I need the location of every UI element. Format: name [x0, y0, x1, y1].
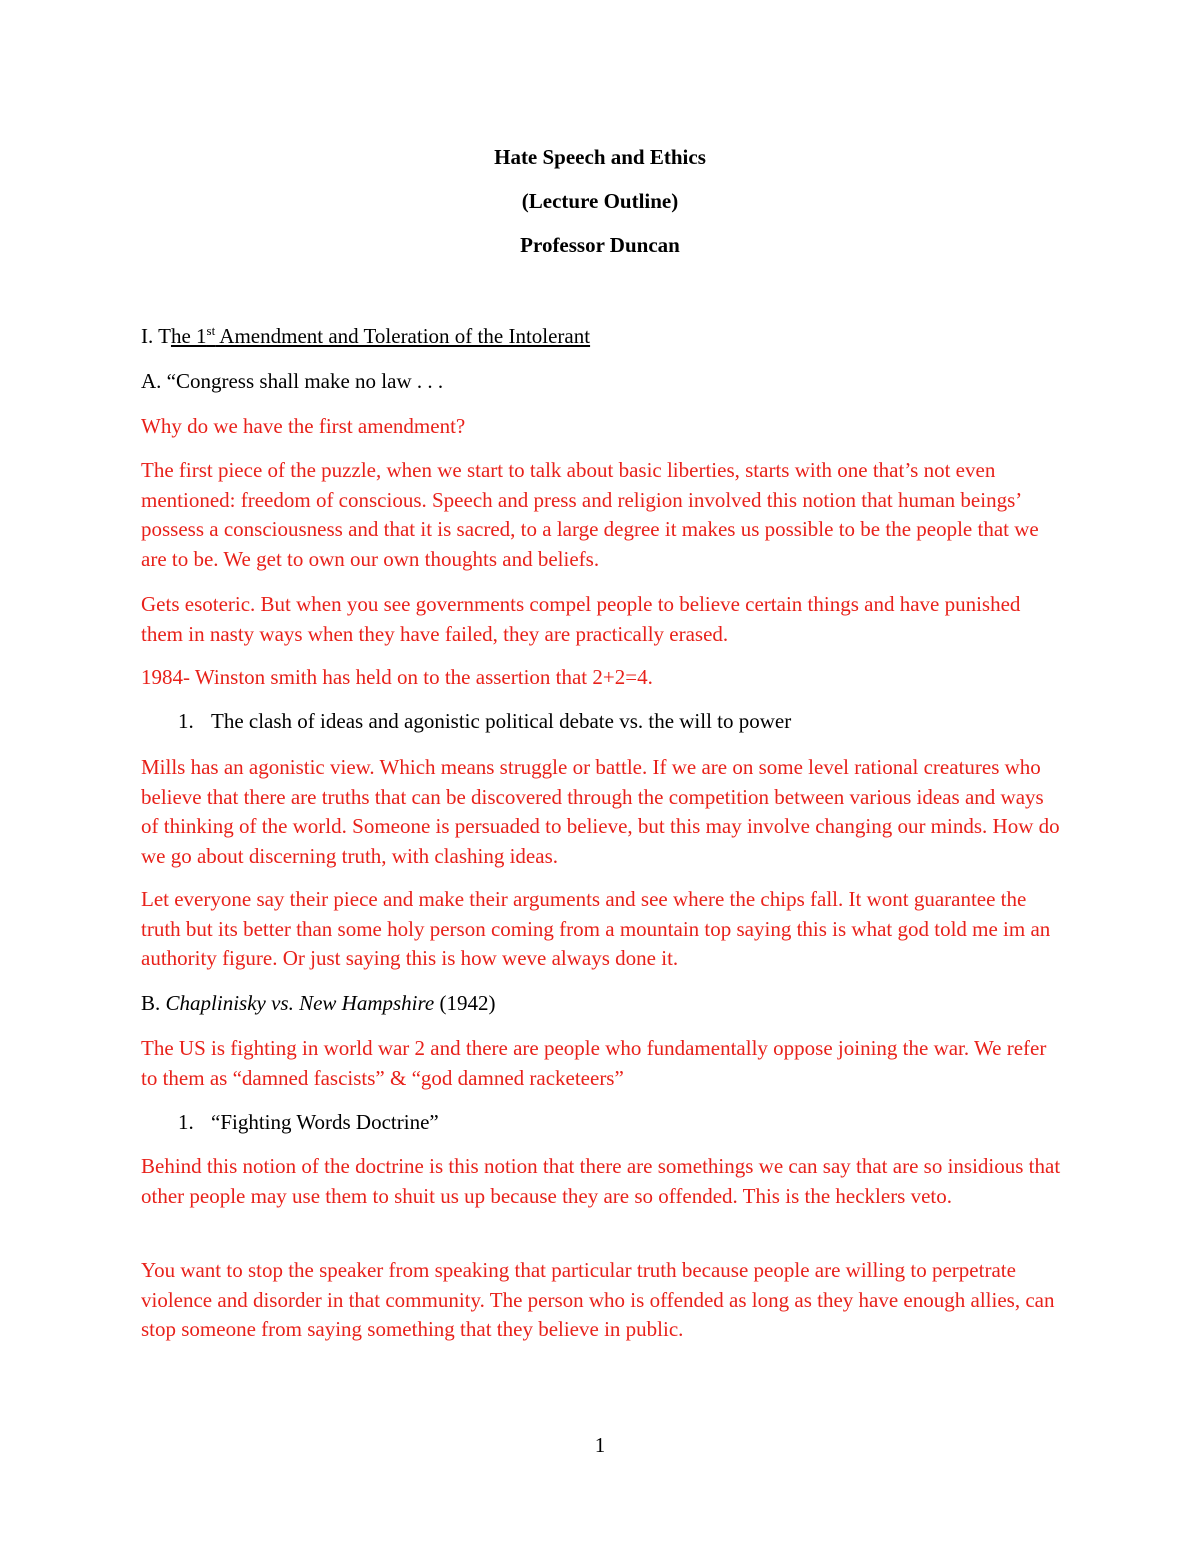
- outline-item-2-text: “Fighting Words Doctrine”: [211, 1110, 439, 1134]
- note-paragraph-9: You want to stop the speaker from speaking that particular truth because people are willing to perpetrate violence and disorder in that community. The person who is offended as long as they have enough allies, can stop someone from saying something that they believe in public.: [141, 1258, 1055, 1341]
- note-paragraph-2: The first piece of the puzzle, when we start to talk about basic liberties, starts with one that’s not even mentioned: freedom of conscious. Speech and press and religion involved this notion that human beings’ possess a consciousness and that it is sacred, to a large degree it makes us possible to be the people that we are to be. We get to own our own thoughts and beliefs.: [141, 458, 1039, 571]
- note-paragraph-8: Behind this notion of the doctrine is this notion that there are somethings we can say that are so insidious that other people may use them to shuit us up because they are so offended. This is the hecklers veto.: [141, 1154, 1061, 1208]
- outline-item-2-number: 1.: [178, 1110, 194, 1134]
- section-heading-prefix: I. T: [141, 324, 171, 348]
- outline-line-a: A. “Congress shall make no law . . .: [141, 369, 444, 393]
- outline-line-b-prefix: B.: [141, 991, 166, 1015]
- note-paragraph-6: Let everyone say their piece and make their arguments and see where the chips fall. It wont guarantee the truth but its better than some holy person coming from a mountain top saying this is what god told me im an authority figure. Or just saying this is how weve always done it.: [141, 887, 1051, 970]
- document-subtitle: (Lecture Outline): [521, 189, 679, 213]
- document-title: Hate Speech and Ethics: [494, 145, 706, 169]
- outline-item-1: [178, 707, 1098, 737]
- section-heading-text: [171, 324, 590, 348]
- page-number: 1: [594, 1433, 606, 1457]
- outline-line-b: [141, 989, 1061, 1019]
- case-name: Chaplinisky vs. New Hampshire: [165, 991, 435, 1015]
- document-author: Professor Duncan: [520, 233, 680, 257]
- case-year: (1942): [434, 991, 496, 1015]
- note-paragraph-1: Why do we have the first amendment?: [141, 414, 466, 438]
- note-paragraph-3: Gets esoteric. But when you see governments compel people to believe certain things and have punished them in nasty ways when they have failed, they are practically erased.: [141, 592, 1021, 646]
- outline-item-2: [178, 1108, 1098, 1138]
- section-heading-superscript: st: [206, 323, 216, 338]
- note-paragraph-4: 1984- Winston smith has held on to the assertion that 2+2=4.: [141, 665, 653, 689]
- section-heading-part-a: he 1: [170, 324, 207, 348]
- note-paragraph-5: Mills has an agonistic view. Which means struggle or battle. If we are on some level rational creatures who believe that there are truths that can be discovered through the competition between various ideas and ways of thinking of the world. Someone is persuaded to believe, but this may involve changing our minds. How do we go about discerning truth, with clashing ideas.: [141, 755, 1060, 868]
- note-paragraph-7: The US is fighting in world war 2 and there are people who fundamentally oppose joining the war. We refer to them as “damned fascists” & “god damned racketeers”: [141, 1036, 1047, 1090]
- section-heading-part-b: Amendment and Toleration of the Intolerant: [215, 324, 591, 348]
- outline-item-1-number: 1.: [178, 709, 194, 733]
- section-heading-1: [141, 322, 1061, 352]
- outline-item-1-text: The clash of ideas and agonistic political debate vs. the will to power: [211, 709, 792, 733]
